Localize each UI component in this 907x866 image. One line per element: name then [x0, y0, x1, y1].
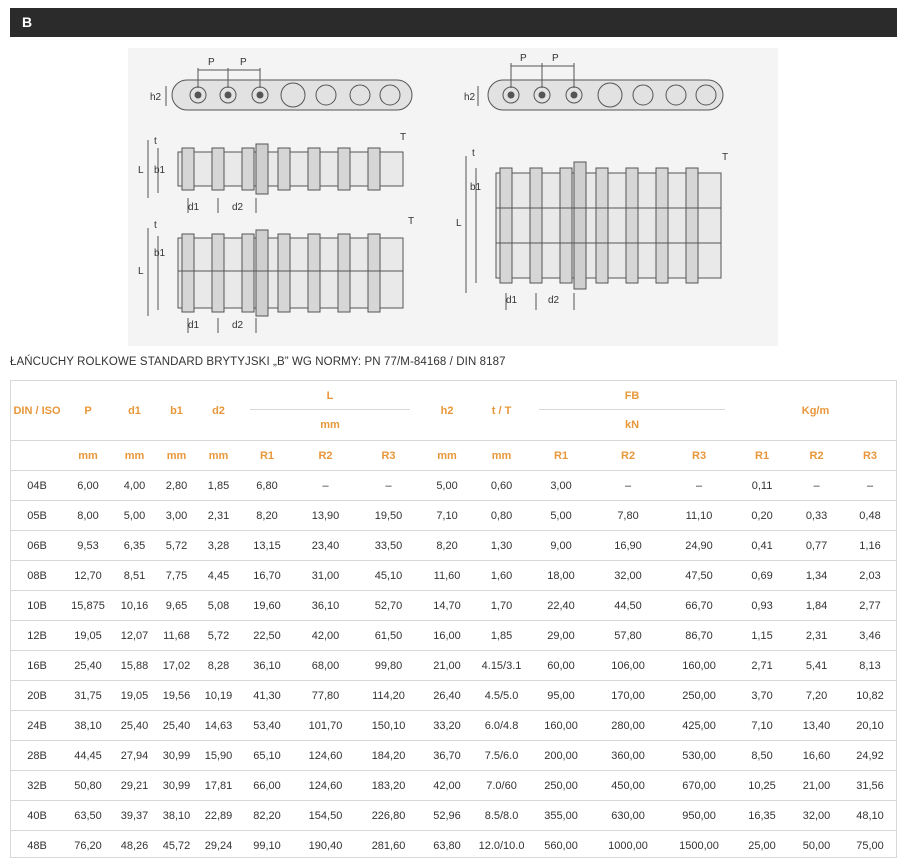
table-row [11, 471, 896, 501]
chain-designation-cell: 12B [11, 621, 63, 651]
unit-cell: R1 [529, 441, 593, 471]
table-cell: 4.5/5.0 [474, 681, 529, 711]
table-cell: 14,70 [420, 591, 474, 621]
table-cell: 45,10 [357, 561, 420, 591]
label-p: P [552, 53, 559, 64]
table-cell: 19,60 [240, 591, 294, 621]
table-cell: 226,80 [357, 801, 420, 831]
table-cell: 36,10 [240, 651, 294, 681]
table-cell: 250,00 [529, 771, 593, 801]
table-cell: 16,90 [593, 531, 663, 561]
table-cell: 3,00 [529, 471, 593, 501]
table-cell: 3,46 [844, 621, 896, 651]
table-cell: 280,00 [593, 711, 663, 741]
col-l: L [240, 381, 420, 410]
table-cell: 52,96 [420, 801, 474, 831]
table-cell: 38,10 [156, 801, 197, 831]
table-cell: 10,25 [735, 771, 789, 801]
label-h2: h2 [464, 92, 476, 103]
chain-designation-cell: 48B [11, 831, 63, 861]
table-row [11, 501, 896, 531]
table-cell: 32,00 [789, 801, 844, 831]
table-cell: 0,33 [789, 501, 844, 531]
chain-diagram-svg [128, 48, 778, 346]
table-cell: 3,00 [156, 501, 197, 531]
table-cell: 1,34 [789, 561, 844, 591]
table-cell: 25,00 [735, 831, 789, 861]
table-cell: 7,80 [593, 501, 663, 531]
table-cell: 61,50 [357, 621, 420, 651]
col-h2: h2 [440, 404, 454, 417]
unit-cell: R1 [735, 441, 789, 471]
table-cell: 101,70 [294, 711, 357, 741]
table-cell: 6,00 [63, 471, 113, 501]
table-cell: 8,50 [735, 741, 789, 771]
label-b1: b1 [154, 165, 166, 176]
table-cell: 22,50 [240, 621, 294, 651]
label-l: L [138, 165, 144, 176]
table-cell: 183,20 [357, 771, 420, 801]
table-cell: 7,20 [789, 681, 844, 711]
table-cell: 29,24 [197, 831, 240, 861]
table-cell: 16,60 [789, 741, 844, 771]
table-row [11, 561, 896, 591]
chain-designation-cell: 06B [11, 531, 63, 561]
table-cell: 50,80 [63, 771, 113, 801]
chain-designation-cell: 16B [11, 651, 63, 681]
chain-designation-cell: 40B [11, 801, 63, 831]
table-cell: 154,50 [294, 801, 357, 831]
table-cell: 11,68 [156, 621, 197, 651]
table-cell: 7,10 [735, 711, 789, 741]
table-cell: 6,35 [113, 531, 156, 561]
table-cell: 5,00 [113, 501, 156, 531]
label-p: P [520, 53, 527, 64]
table-cell: 160,00 [529, 711, 593, 741]
table-cell: 41,30 [240, 681, 294, 711]
table-cell: 0,41 [735, 531, 789, 561]
table-cell: 22,89 [197, 801, 240, 831]
col-p: P [84, 404, 92, 417]
table-cell: 82,20 [240, 801, 294, 831]
table-cell: 124,60 [294, 771, 357, 801]
table-cell: 7.5/6.0 [474, 741, 529, 771]
side-view-left [166, 68, 412, 110]
table-cell: 27,94 [113, 741, 156, 771]
table-cell: 99,10 [240, 831, 294, 861]
table-cell: 24,92 [844, 741, 896, 771]
triplex-top-view [466, 156, 721, 310]
table-cell: 52,70 [357, 591, 420, 621]
table-cell: 8,13 [844, 651, 896, 681]
label-d1: d1 [188, 202, 200, 213]
table-cell: 14,63 [197, 711, 240, 741]
table-cell: 17,81 [197, 771, 240, 801]
table-cell: 75,00 [844, 831, 896, 861]
table-cell: 0,69 [735, 561, 789, 591]
side-view-right [478, 63, 723, 110]
chain-spec-table [10, 380, 897, 858]
table-cell: 31,75 [63, 681, 113, 711]
table-cell: 3,70 [735, 681, 789, 711]
table-cell: 1,84 [789, 591, 844, 621]
table-cell: 9,53 [63, 531, 113, 561]
table-cell: 170,00 [593, 681, 663, 711]
col-d2: d2 [212, 404, 225, 417]
col-kg: Kg/m [801, 404, 830, 417]
col-fb: FB [529, 381, 735, 410]
table-cell: 0,80 [474, 501, 529, 531]
table-cell: 15,90 [197, 741, 240, 771]
chain-designation-cell: 10B [11, 591, 63, 621]
table-cell: 250,00 [663, 681, 735, 711]
table-cell: 200,00 [529, 741, 593, 771]
label-T: T [722, 152, 729, 163]
table-cell: 106,00 [593, 651, 663, 681]
table-row [11, 831, 896, 861]
label-t: t [154, 220, 157, 231]
table-cell: 32,00 [593, 561, 663, 591]
table-cell: 20,10 [844, 711, 896, 741]
table-cell: 19,05 [63, 621, 113, 651]
table-cell: 8,20 [420, 531, 474, 561]
table-cell: 36,70 [420, 741, 474, 771]
table-cell: – [663, 471, 735, 501]
table-cell: 8,00 [63, 501, 113, 531]
section-title: B [22, 14, 33, 30]
table-cell: 21,00 [789, 771, 844, 801]
table-cell: 47,50 [663, 561, 735, 591]
table-cell: 124,60 [294, 741, 357, 771]
label-p: P [208, 57, 215, 68]
table-cell: 29,21 [113, 771, 156, 801]
simplex-top-view [148, 140, 403, 213]
table-cell: 4,45 [197, 561, 240, 591]
table-cell: 150,10 [357, 711, 420, 741]
duplex-top-view [148, 228, 403, 333]
table-cell: 25,40 [63, 651, 113, 681]
section-header [10, 8, 897, 37]
table-cell: 18,00 [529, 561, 593, 591]
table-cell: 5,72 [156, 531, 197, 561]
table-cell: 44,50 [593, 591, 663, 621]
unit-cell: R2 [593, 441, 663, 471]
table-cell: 184,20 [357, 741, 420, 771]
unit-cell: mm [113, 441, 156, 471]
table-cell: 9,65 [156, 591, 197, 621]
unit-cell: mm [197, 441, 240, 471]
unit-cell: R3 [663, 441, 735, 471]
table-cell: 1,85 [197, 471, 240, 501]
chain-designation-cell: 08B [11, 561, 63, 591]
chain-designation-cell: 05B [11, 501, 63, 531]
table-cell: 16,35 [735, 801, 789, 831]
table-cell: 7.0/60 [474, 771, 529, 801]
table-cell: 1,85 [474, 621, 529, 651]
table-cell: 60,00 [529, 651, 593, 681]
table-cell: 6,80 [240, 471, 294, 501]
table-cell: 29,00 [529, 621, 593, 651]
table-cell: 1,16 [844, 531, 896, 561]
col-l-unit: mm [320, 419, 340, 431]
label-b1: b1 [470, 182, 482, 193]
table-cell: 0,11 [735, 471, 789, 501]
table-cell: 5,00 [529, 501, 593, 531]
table-cell: 42,00 [294, 621, 357, 651]
table-cell: 10,16 [113, 591, 156, 621]
table-row [11, 711, 896, 741]
table-cell: 13,15 [240, 531, 294, 561]
table-cell: 2,71 [735, 651, 789, 681]
table-cell: 5,41 [789, 651, 844, 681]
table-cell: 0,60 [474, 471, 529, 501]
table-cell: 114,20 [357, 681, 420, 711]
table-cell: 11,60 [420, 561, 474, 591]
table-cell: 31,00 [294, 561, 357, 591]
unit-cell: R1 [240, 441, 294, 471]
table-cell: 1,60 [474, 561, 529, 591]
table-row [11, 771, 896, 801]
chain-designation-cell: 04B [11, 471, 63, 501]
label-d2: d2 [232, 202, 244, 213]
table-cell: 65,10 [240, 741, 294, 771]
table-cell: 950,00 [663, 801, 735, 831]
table-cell: 4.15/3.1 [474, 651, 529, 681]
table-cell: 12,70 [63, 561, 113, 591]
unit-cell: mm [63, 441, 113, 471]
unit-cell: mm [156, 441, 197, 471]
table-cell: 530,00 [663, 741, 735, 771]
unit-cell: R2 [294, 441, 357, 471]
table-cell: 190,40 [294, 831, 357, 861]
table-cell: 1,70 [474, 591, 529, 621]
table-cell: 160,00 [663, 651, 735, 681]
table-cell: – [593, 471, 663, 501]
table-cell: 8.5/8.0 [474, 801, 529, 831]
table-cell: 17,02 [156, 651, 197, 681]
label-p: P [240, 57, 247, 68]
table-caption: ŁAŃCUCHY ROLKOWE STANDARD BRYTYJSKI „B” WG NORMY: PN 77/M-84168 / DIN 8187 [10, 356, 506, 368]
col-b1: b1 [170, 404, 183, 417]
table-row [11, 801, 896, 831]
table-cell: 8,51 [113, 561, 156, 591]
table-cell: 5,72 [197, 621, 240, 651]
table-cell: 66,70 [663, 591, 735, 621]
table-cell: 6.0/4.8 [474, 711, 529, 741]
unit-cell [11, 441, 63, 471]
table-cell: 95,00 [529, 681, 593, 711]
label-d1: d1 [188, 320, 200, 331]
table-cell: 2,31 [197, 501, 240, 531]
table-cell: 22,40 [529, 591, 593, 621]
table-cell: 670,00 [663, 771, 735, 801]
header-row-1 [11, 381, 896, 410]
table-cell: 15,875 [63, 591, 113, 621]
table-cell: 12.0/10.0 [474, 831, 529, 861]
label-l: L [456, 218, 462, 229]
table-cell: 11,10 [663, 501, 735, 531]
label-h2: h2 [150, 92, 162, 103]
table-cell: 281,60 [357, 831, 420, 861]
table-cell: 360,00 [593, 741, 663, 771]
table-cell: 2,31 [789, 621, 844, 651]
table-cell: 39,37 [113, 801, 156, 831]
table-body [11, 471, 896, 861]
table-row [11, 681, 896, 711]
table-cell: 0,48 [844, 501, 896, 531]
table-cell: 13,40 [789, 711, 844, 741]
label-b1: b1 [154, 248, 166, 259]
table-cell: 15,88 [113, 651, 156, 681]
unit-cell: R2 [789, 441, 844, 471]
table-cell: 25,40 [113, 711, 156, 741]
table-cell: 5,00 [420, 471, 474, 501]
table-cell: – [789, 471, 844, 501]
table-cell: 8,20 [240, 501, 294, 531]
table-cell: 450,00 [593, 771, 663, 801]
table-cell: – [294, 471, 357, 501]
table-cell: 53,40 [240, 711, 294, 741]
unit-cell: R3 [844, 441, 896, 471]
label-d2: d2 [548, 295, 560, 306]
label-T: T [408, 216, 415, 227]
table-cell: 4,00 [113, 471, 156, 501]
chain-diagram [128, 48, 778, 346]
table-cell: 10,82 [844, 681, 896, 711]
table-cell: 33,50 [357, 531, 420, 561]
table-row [11, 531, 896, 561]
table-cell: 1500,00 [663, 831, 735, 861]
table-cell: 99,80 [357, 651, 420, 681]
table-cell: 19,05 [113, 681, 156, 711]
table-cell: 2,80 [156, 471, 197, 501]
table-cell: 3,28 [197, 531, 240, 561]
table-cell: 21,00 [420, 651, 474, 681]
table-cell: 26,40 [420, 681, 474, 711]
table-cell: 13,90 [294, 501, 357, 531]
table-cell: 44,45 [63, 741, 113, 771]
label-d2: d2 [232, 320, 244, 331]
table-cell: 560,00 [529, 831, 593, 861]
table-cell: 77,80 [294, 681, 357, 711]
table-cell: 16,70 [240, 561, 294, 591]
table-cell: 31,56 [844, 771, 896, 801]
table-cell: – [844, 471, 896, 501]
table-cell: 2,03 [844, 561, 896, 591]
table-cell: 30,99 [156, 741, 197, 771]
table-cell: 19,50 [357, 501, 420, 531]
chain-designation-cell: 24B [11, 711, 63, 741]
label-t: t [154, 136, 157, 147]
unit-cell: mm [474, 441, 529, 471]
table-cell: 1,15 [735, 621, 789, 651]
table-cell: 42,00 [420, 771, 474, 801]
table-cell: 86,70 [663, 621, 735, 651]
table-cell: 0,20 [735, 501, 789, 531]
table-cell: 8,28 [197, 651, 240, 681]
col-t: t / T [491, 404, 512, 417]
col-din-iso: DIN / ISO [13, 404, 61, 417]
table-cell: 355,00 [529, 801, 593, 831]
table-cell: 25,40 [156, 711, 197, 741]
label-d1: d1 [506, 295, 518, 306]
table-cell: 19,56 [156, 681, 197, 711]
table-cell: 33,20 [420, 711, 474, 741]
unit-row [11, 441, 896, 471]
table-cell: – [357, 471, 420, 501]
unit-cell: mm [420, 441, 474, 471]
table-row [11, 651, 896, 681]
table-row [11, 591, 896, 621]
col-d1: d1 [128, 404, 141, 417]
table-cell: 0,77 [789, 531, 844, 561]
label-T: T [400, 132, 407, 143]
table-cell: 68,00 [294, 651, 357, 681]
table-row [11, 741, 896, 771]
table-cell: 38,10 [63, 711, 113, 741]
table-cell: 76,20 [63, 831, 113, 861]
table-cell: 1000,00 [593, 831, 663, 861]
table-cell: 23,40 [294, 531, 357, 561]
table-row [11, 621, 896, 651]
table-cell: 425,00 [663, 711, 735, 741]
table-cell: 1,30 [474, 531, 529, 561]
table-cell: 12,07 [113, 621, 156, 651]
table-cell: 45,72 [156, 831, 197, 861]
col-fb-unit: kN [625, 419, 640, 431]
table-cell: 0,93 [735, 591, 789, 621]
table-cell: 16,00 [420, 621, 474, 651]
table-cell: 63,80 [420, 831, 474, 861]
label-l: L [138, 266, 144, 277]
table-cell: 36,10 [294, 591, 357, 621]
chain-designation-cell: 28B [11, 741, 63, 771]
chain-designation-cell: 20B [11, 681, 63, 711]
table-cell: 2,77 [844, 591, 896, 621]
table-cell: 50,00 [789, 831, 844, 861]
label-t: t [472, 148, 475, 159]
table-cell: 63,50 [63, 801, 113, 831]
table-cell: 10,19 [197, 681, 240, 711]
table-cell: 7,10 [420, 501, 474, 531]
table-cell: 24,90 [663, 531, 735, 561]
table-cell: 9,00 [529, 531, 593, 561]
table-cell: 66,00 [240, 771, 294, 801]
unit-cell: R3 [357, 441, 420, 471]
table-cell: 5,08 [197, 591, 240, 621]
chain-designation-cell: 32B [11, 771, 63, 801]
table-cell: 48,10 [844, 801, 896, 831]
table-cell: 7,75 [156, 561, 197, 591]
table-cell: 57,80 [593, 621, 663, 651]
table-cell: 48,26 [113, 831, 156, 861]
table-cell: 30,99 [156, 771, 197, 801]
table-cell: 630,00 [593, 801, 663, 831]
